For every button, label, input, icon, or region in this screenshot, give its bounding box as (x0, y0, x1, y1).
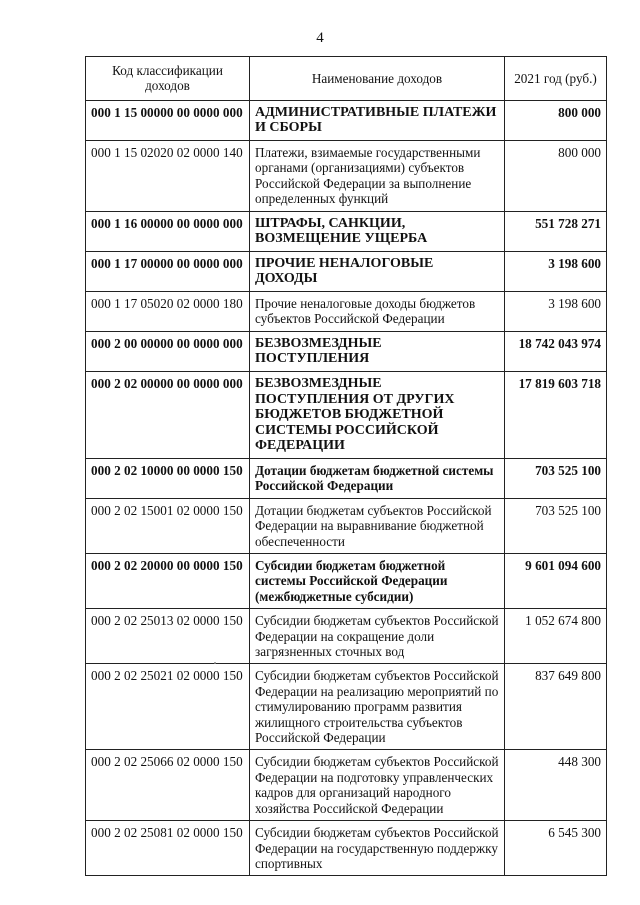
row-name: БЕЗВОЗМЕЗДНЫЕ ПОСТУПЛЕНИЯ ОТ ДРУГИХ БЮДЖЕТОВ БЮДЖЕТНОЙ СИСТЕМЫ РОССИЙСКОЙ ФЕДЕРАЦИИ (250, 372, 505, 459)
row-amount: 1 052 674 800 (505, 609, 607, 664)
row-name: Субсидии бюджетам субъектов Российской Федерации на государственную поддержку спортивных (250, 821, 505, 876)
row-name: Платежи, взимаемые государственными органами (организациями) субъектов Российской Федерации за выполнение определенных функций (250, 141, 505, 212)
row-name: БЕЗВОЗМЕЗДНЫЕ ПОСТУПЛЕНИЯ (250, 331, 505, 371)
row-amount: 800 000 (505, 141, 607, 212)
row-name: ПРОЧИЕ НЕНАЛОГОВЫЕ ДОХОДЫ (250, 251, 505, 291)
page-number: 4 (316, 30, 324, 46)
scan-speck (214, 662, 216, 664)
row-name: Прочие неналоговые доходы бюджетов субъектов Российской Федерации (250, 292, 505, 332)
table-header-row (86, 57, 607, 101)
row-name: Субсидии бюджетам бюджетной системы Российской Федерации (межбюджетные субсидии) (250, 554, 505, 609)
row-code: 000 1 16 00000 00 0000 000 (86, 211, 250, 251)
table-row (86, 331, 607, 371)
table-row (86, 251, 607, 291)
table-row (86, 211, 607, 251)
row-amount: 448 300 (505, 750, 607, 821)
row-amount: 703 525 100 (505, 458, 607, 498)
row-code: 000 1 15 00000 00 0000 000 (86, 100, 250, 140)
table-row (86, 821, 607, 876)
header-name: Наименование доходов (250, 57, 505, 101)
table-row (86, 100, 607, 140)
row-amount: 6 545 300 (505, 821, 607, 876)
table-row (86, 458, 607, 498)
table-row (86, 750, 607, 821)
table-row (86, 609, 607, 664)
row-amount: 3 198 600 (505, 292, 607, 332)
row-code: 000 2 02 25066 02 0000 150 (86, 750, 250, 821)
header-amount: 2021 год (руб.) (505, 57, 607, 101)
row-amount: 551 728 271 (505, 211, 607, 251)
row-name: Дотации бюджетам бюджетной системы Российской Федерации (250, 458, 505, 498)
row-name: Дотации бюджетам субъектов Российской Федерации на выравнивание бюджетной обеспеченности (250, 498, 505, 553)
table-row (86, 664, 607, 750)
row-name: Субсидии бюджетам субъектов Российской Федерации на подготовку управленческих кадров для организаций народного хозяйства Российской Федерации (250, 750, 505, 821)
revenue-table (85, 56, 607, 876)
row-code: 000 2 02 25013 02 0000 150 (86, 609, 250, 664)
row-code: 000 1 15 02020 02 0000 140 (86, 141, 250, 212)
table-row (86, 498, 607, 553)
row-code: 000 2 02 20000 00 0000 150 (86, 554, 250, 609)
row-name: Субсидии бюджетам субъектов Российской Федерации на сокращение доли загрязненных сточных вод (250, 609, 505, 664)
row-amount: 3 198 600 (505, 251, 607, 291)
row-name: АДМИНИСТРАТИВНЫЕ ПЛАТЕЖИ И СБОРЫ (250, 100, 505, 140)
table-row (86, 372, 607, 459)
row-code: 000 2 00 00000 00 0000 000 (86, 331, 250, 371)
header-code: Код классификации доходов (86, 57, 250, 101)
row-amount: 703 525 100 (505, 498, 607, 553)
row-code: 000 1 17 05020 02 0000 180 (86, 292, 250, 332)
row-name: Субсидии бюджетам субъектов Российской Федерации на реализацию мероприятий по стимулированию программ развития жилищного строительства субъектов Российской Федерации (250, 664, 505, 750)
row-code: 000 2 02 25021 02 0000 150 (86, 664, 250, 750)
table-row (86, 141, 607, 212)
table-row (86, 292, 607, 332)
row-code: 000 2 02 10000 00 0000 150 (86, 458, 250, 498)
row-amount: 9 601 094 600 (505, 554, 607, 609)
row-amount: 800 000 (505, 100, 607, 140)
row-code: 000 2 02 15001 02 0000 150 (86, 498, 250, 553)
row-amount: 18 742 043 974 (505, 331, 607, 371)
row-amount: 837 649 800 (505, 664, 607, 750)
row-name: ШТРАФЫ, САНКЦИИ, ВОЗМЕЩЕНИЕ УЩЕРБА (250, 211, 505, 251)
table-row (86, 554, 607, 609)
row-code: 000 1 17 00000 00 0000 000 (86, 251, 250, 291)
row-amount: 17 819 603 718 (505, 372, 607, 459)
row-code: 000 2 02 00000 00 0000 000 (86, 372, 250, 459)
row-code: 000 2 02 25081 02 0000 150 (86, 821, 250, 876)
